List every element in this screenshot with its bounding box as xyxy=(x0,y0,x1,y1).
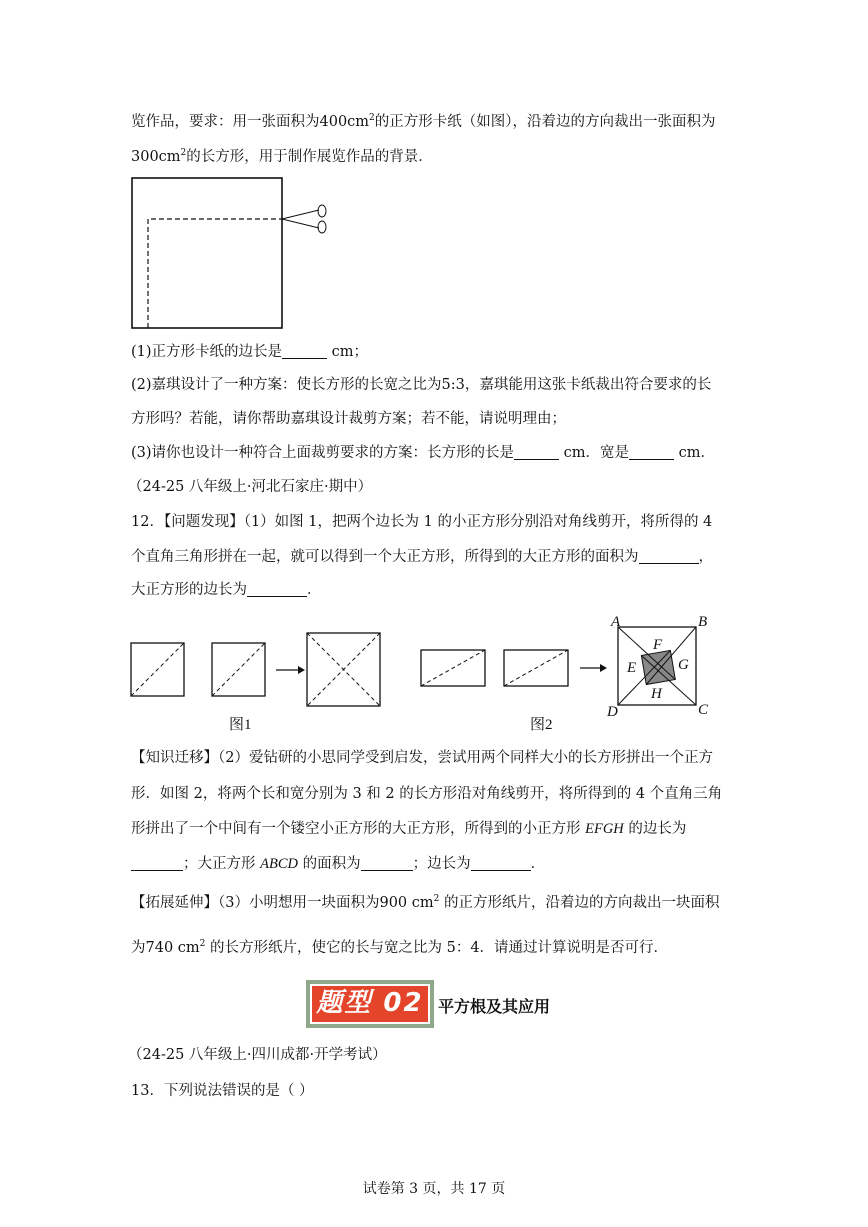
label-B: B xyxy=(698,614,708,630)
label-F: F xyxy=(653,637,663,653)
q11-intro-line-2 xyxy=(131,147,433,167)
q11-part-3 xyxy=(131,443,715,463)
q12-extension-2 xyxy=(131,938,668,958)
page-footer: 试卷第 3 页，共 17 页 xyxy=(362,1181,506,1197)
q12-line-3 xyxy=(131,580,322,600)
area-value: 400cm xyxy=(319,114,370,130)
text: 的面积为 xyxy=(297,856,361,872)
area-value: 900 cm xyxy=(379,895,434,911)
answer-blank xyxy=(361,856,413,871)
q12-line-2 xyxy=(131,547,713,567)
label-H: H xyxy=(651,686,662,702)
label-C: C xyxy=(698,702,709,718)
q12-knowledge-4 xyxy=(131,854,545,874)
q12-extension-1 xyxy=(131,893,719,913)
text: 的长方形纸片，使它的长与宽之比为 5：4．请通过计算说明是否可行． xyxy=(205,940,669,956)
text: 【拓展延伸】（3）小明想用一块面积为 xyxy=(131,895,380,911)
text: 的长方形，用于制作展览作品的背景． xyxy=(186,149,433,165)
area-value: 740 cm xyxy=(145,940,200,956)
text: (1)正方形卡纸的边长是 xyxy=(131,344,283,360)
text: 为 xyxy=(131,940,146,956)
q13-stem: 13．下列说法错误的是（ ） xyxy=(131,1083,314,1099)
text: ． xyxy=(530,856,546,872)
answer-blank xyxy=(131,856,183,871)
text: ． xyxy=(307,582,322,598)
text: 览作品，要求：用一张面积为 xyxy=(131,114,320,130)
figure-2-caption: 图2 xyxy=(530,717,553,733)
answer-blank xyxy=(282,344,327,359)
answer-blank xyxy=(629,445,674,460)
q12-knowledge-2: 形．如图 2，将两个长和宽分别为 3 和 2 的长方形沿对角线剪开，将所得到的 4 个直角三角 xyxy=(131,786,723,802)
label-A: A xyxy=(611,614,621,630)
text: ， xyxy=(698,549,713,565)
text: 的正方形纸片，沿着边的方向裁出一块面积 xyxy=(439,895,720,911)
math-label: ABCD xyxy=(260,856,298,872)
figure-2-diagram xyxy=(420,612,720,722)
exponent: 2 xyxy=(199,939,206,949)
q12-knowledge-3 xyxy=(131,819,686,839)
text: 个直角三角形拼在一起，就可以得到一个大正方形，所得到的大正方形的面积为 xyxy=(131,549,639,565)
answer-blank xyxy=(514,445,559,460)
exponent: 2 xyxy=(180,148,187,158)
figure-1-caption: 图1 xyxy=(229,717,252,733)
section-badge-text: 题型 02 xyxy=(310,984,430,1024)
text: 的边长为 xyxy=(623,821,687,837)
q11-part-1 xyxy=(131,342,368,362)
section-title: 平方根及其应用 xyxy=(438,997,551,1016)
math-label: EFGH xyxy=(585,821,624,837)
scissors-icon xyxy=(282,205,326,233)
text: 形拼出了一个中间有一个镂空小正方形的大正方形，所得到的小正方形 xyxy=(131,821,586,837)
exponent: 2 xyxy=(433,894,440,904)
label-E: E xyxy=(627,660,637,676)
figure-1-diagram xyxy=(130,630,390,710)
answer-blank xyxy=(639,549,699,564)
exponent: 2 xyxy=(369,113,375,123)
text: 大正方形的边长为 xyxy=(131,582,247,598)
answer-blank xyxy=(247,582,307,597)
text: ；边长为 xyxy=(412,856,471,872)
q13-source: （24-25 八年级上·四川成都·开学考试） xyxy=(128,1047,387,1063)
text: cm． xyxy=(674,445,716,461)
label-G: G xyxy=(678,657,689,673)
answer-blank xyxy=(471,856,531,871)
q11-part-2a: (2)嘉琪设计了一种方案：使长方形的长宽之比为5:3，嘉琪能用这张卡纸裁出符合要求的长 xyxy=(131,377,712,393)
label-D: D xyxy=(607,704,618,720)
section-badge xyxy=(306,980,434,1028)
text: cm； xyxy=(327,344,369,360)
area-value: 300cm xyxy=(131,149,181,165)
q11-part-2b: 方形吗？若能，请你帮助嘉琪设计裁剪方案；若不能，请说明理由； xyxy=(131,411,566,427)
square-card-figure xyxy=(131,177,331,329)
q11-intro-line-1 xyxy=(131,112,716,132)
text: (3)请你也设计一种符合上面裁剪要求的方案：长方形的长是 xyxy=(131,445,515,461)
text: ；大正方形 xyxy=(183,856,261,872)
q12-line-1: 12．【问题发现】（1）如图 1，把两个边长为 1 的小正方形分别沿对角线剪开，将所得的 4 xyxy=(131,514,713,530)
q12-knowledge-1: 【知识迁移】（2）爱钻研的小思同学受到启发，尝试用两个同样大小的长方形拼出一个正方 xyxy=(131,750,713,766)
q12-source: （24-25 八年级上·河北石家庄·期中） xyxy=(128,479,373,495)
text: cm．宽是 xyxy=(559,445,630,461)
text: 的正方形卡纸（如图），沿着边的方向裁出一张面积为 xyxy=(374,114,716,130)
